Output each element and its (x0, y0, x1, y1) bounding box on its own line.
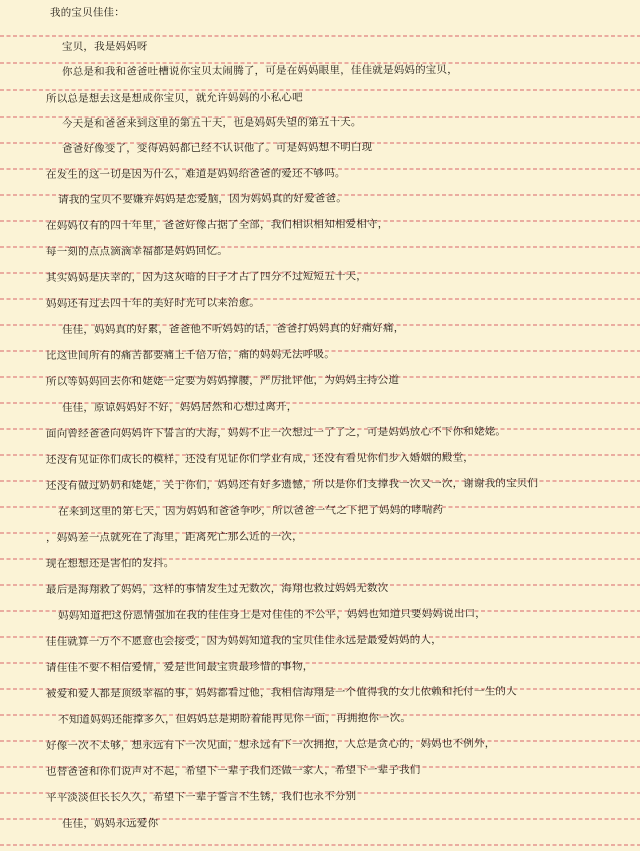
letter-line: 还没有做过奶奶和姥姥，关于你们，妈妈还有好多遗憾，所以是你们支撑我一次又一次，谢谢我的宝贝们 (45, 477, 539, 492)
letter-line: 面向曾经爸爸向妈妈许下誓言的大海，妈妈不止一次想过一了了之，可是妈妈放心不下你和姥姥。 (45, 425, 507, 440)
letter-line: 平平淡淡但长长久久，希望下一辈子誓言不生锈，我们也永不分别 (45, 790, 357, 804)
letter-line: 宝贝，我是妈妈呀 (61, 40, 148, 53)
letter-line: 还没有见证你们成长的模样，还没有见证你们学业有成，还没有看见你们步入婚姻的殿堂， (45, 451, 475, 466)
letter-line: 好像一次不太够，想永远有下一次见面，想永远有下一次拥抱，人总是贪心的，妈妈也不例外， (45, 737, 496, 752)
letter-line: 妈妈还有过去四十年的美好时光可以来治愈。 (45, 296, 261, 310)
letter-line: 所以等妈妈回去你和姥姥一定要为妈妈撑腰，严厉批评他，为妈妈主持公道 (45, 374, 400, 388)
letter-line: 最后是海翔救了妈妈，这样的事情发生过无数次，海翔也救过妈妈无数次 (45, 582, 389, 596)
letter-line: 现在想想还是害怕的发抖。 (45, 557, 175, 570)
letter-line: 请佳佳不要不相信爱情，爱是世间最宝贵最珍惜的事物， (45, 660, 314, 674)
letter-line: 也替爸爸和你们说声对不起，希望下一辈子我们还做一家人，希望下一辈子我们 (45, 764, 421, 778)
letter-line: 在来到这里的第七天，因为妈妈和爸爸争吵，所以爸爸一气之下把了妈妈的哮喘药 (57, 503, 444, 518)
letter-line: 佳佳，妈妈永远爱你 (61, 817, 159, 830)
letter-line: 不知道妈妈还能撑多久，但妈妈总是期盼着能再见你一面，再拥抱你一次。 (57, 712, 412, 726)
letter-line: 在妈妈仅有的四十年里，爸爸好像占据了全部，我们相识相知相爱相守， (45, 218, 389, 232)
letter-line: 爸爸好像变了，变得妈妈都已经不认识他了。可是妈妈想不明白现 (61, 141, 373, 155)
letter-line: 请我的宝贝不要嫌弃妈妈是恋爱脑，因为妈妈真的好爱爸爸。 (57, 192, 347, 206)
letter-line: 在发生的这一切是因为什么，难道是妈妈给爸爸的爱还不够吗。 (45, 167, 346, 181)
letter-line: 被爱和爱人都是顶级幸福的事，妈妈都看过他，我相信海翔是一个值得我的女儿依赖和托付一生的人 (45, 685, 517, 700)
letter-line: 佳佳就算一万个不愿意也会接受，因为妈妈知道我的宝贝佳佳永远是最爱妈妈的人， (45, 633, 442, 648)
letter-line: 比这世间所有的痛苦都要痛上千倍万倍，痛的妈妈无法呼吸。 (45, 348, 335, 362)
letter-line: 妈妈知道把这份恩情强加在我的佳佳身上是对佳佳的不公平，妈妈也知道只要妈妈说出口， (57, 607, 487, 622)
letter-line: 每一刻的点点滴滴幸福都是妈妈回忆。 (45, 245, 228, 258)
letter-line: 其实妈妈是庆幸的，因为这灰暗的日子才占了四分不过短短五十天， (45, 270, 368, 284)
letter-line: 今天是和爸爸来到这里的第五十天，也是妈妈失望的第五十天。 (61, 116, 362, 130)
letter-line: ，妈妈差一点就死在了海里，距离死亡那么近的一次， (45, 530, 303, 544)
letter-line: 佳佳，原谅妈妈好不好，妈妈居然和心想过离开， (61, 400, 298, 414)
letter-line: 所以总是想去这是想成你宝贝，就允许妈妈的小私心吧 (45, 91, 303, 105)
letter-line: 你总是和我和爸爸吐槽说你宝贝太闹腾了，可是在妈妈眼里，佳佳就是妈妈的宝贝， (61, 63, 458, 78)
letter-line: 我的宝贝佳佳： (49, 6, 125, 19)
letter-line: 佳佳，妈妈真的好累，爸爸他不听妈妈的话，爸爸打妈妈真的好痛好痛， (61, 322, 405, 336)
